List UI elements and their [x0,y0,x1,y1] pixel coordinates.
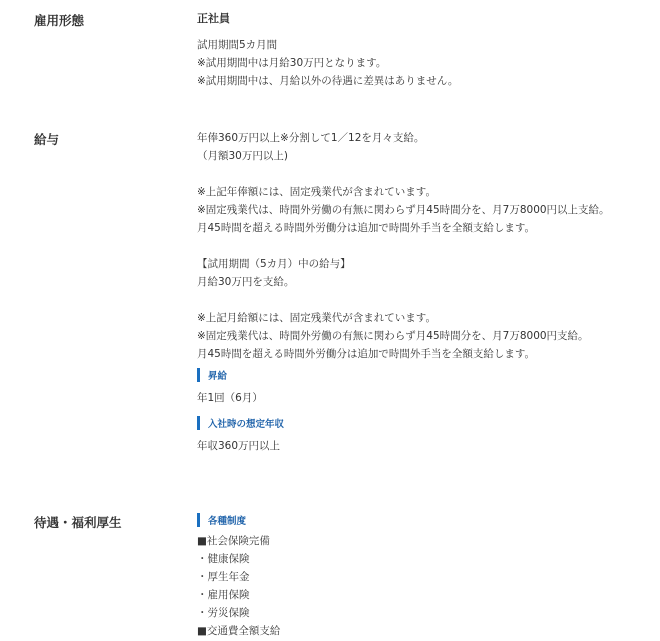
benefits-label: 待遇・福利厚生 [34,515,122,530]
heading-accent-bar [197,513,200,527]
salary-main-line: （月額30万円以上) [197,150,288,162]
benefit-item: ・健康保険 [197,553,250,565]
benefit-item: ■交通費全額支給 [197,625,281,637]
system-heading [197,512,647,528]
employment-line: ※試用期間中は月給30万円となります。 [197,57,387,69]
employment-content [197,10,647,90]
employment-line: 試用期間5カ月間 [197,39,278,51]
salary-label: 給与 [34,132,60,147]
benefit-item: ・雇用保険 [197,589,250,601]
annual-income-heading-text: 入社時の想定年収 [208,419,285,430]
raise-heading-text: 昇給 [208,371,228,382]
annual-income-value: 年収360万円以上 [197,440,281,452]
salary-note-line: 月45時間を超える時間外労働分は追加で時間外手当を全額支給します。 [197,348,536,360]
employment-label: 雇用形態 [34,13,85,28]
salary-main-line: 年俸360万円以上※分割して1／12を月々支給。 [197,132,425,144]
salary-trial-line: 【試用期間（5カ月）中の給与】 [197,258,351,270]
salary-note-line: 月45時間を超える時間外労働分は追加で時間外手当を全額支給します。 [197,222,536,234]
salary-trial-line: 月給30万円を支給。 [197,276,295,288]
salary-note-line: ※固定残業代は、時間外労働の有無に関わらず月45時間分を、月7万8000円支給。 [197,330,589,342]
heading-accent-bar [197,416,200,430]
salary-note-line: ※上記月給額には、固定残業代が含まれています。 [197,312,436,324]
benefit-item: ・厚生年金 [197,571,250,583]
heading-accent-bar [197,368,200,382]
raise-heading [197,367,647,383]
salary-note-line: ※上記年俸額には、固定残業代が含まれています。 [197,186,436,198]
employment-line: ※試用期間中は、月給以外の待遇に差異はありません。 [197,75,459,87]
salary-content [197,129,647,455]
salary-note-line: ※固定残業代は、時間外労働の有無に関わらず月45時間分を、月7万8000円以上支給。 [197,204,610,216]
annual-income-heading [197,415,647,431]
raise-value: 年1回（6月） [197,392,263,404]
benefit-item: ■社会保険完備 [197,535,270,547]
employment-type: 正社員 [197,12,230,25]
system-heading-text: 各種制度 [208,516,247,527]
benefit-item: ・労災保険 [197,607,250,619]
benefits-content [197,512,647,640]
